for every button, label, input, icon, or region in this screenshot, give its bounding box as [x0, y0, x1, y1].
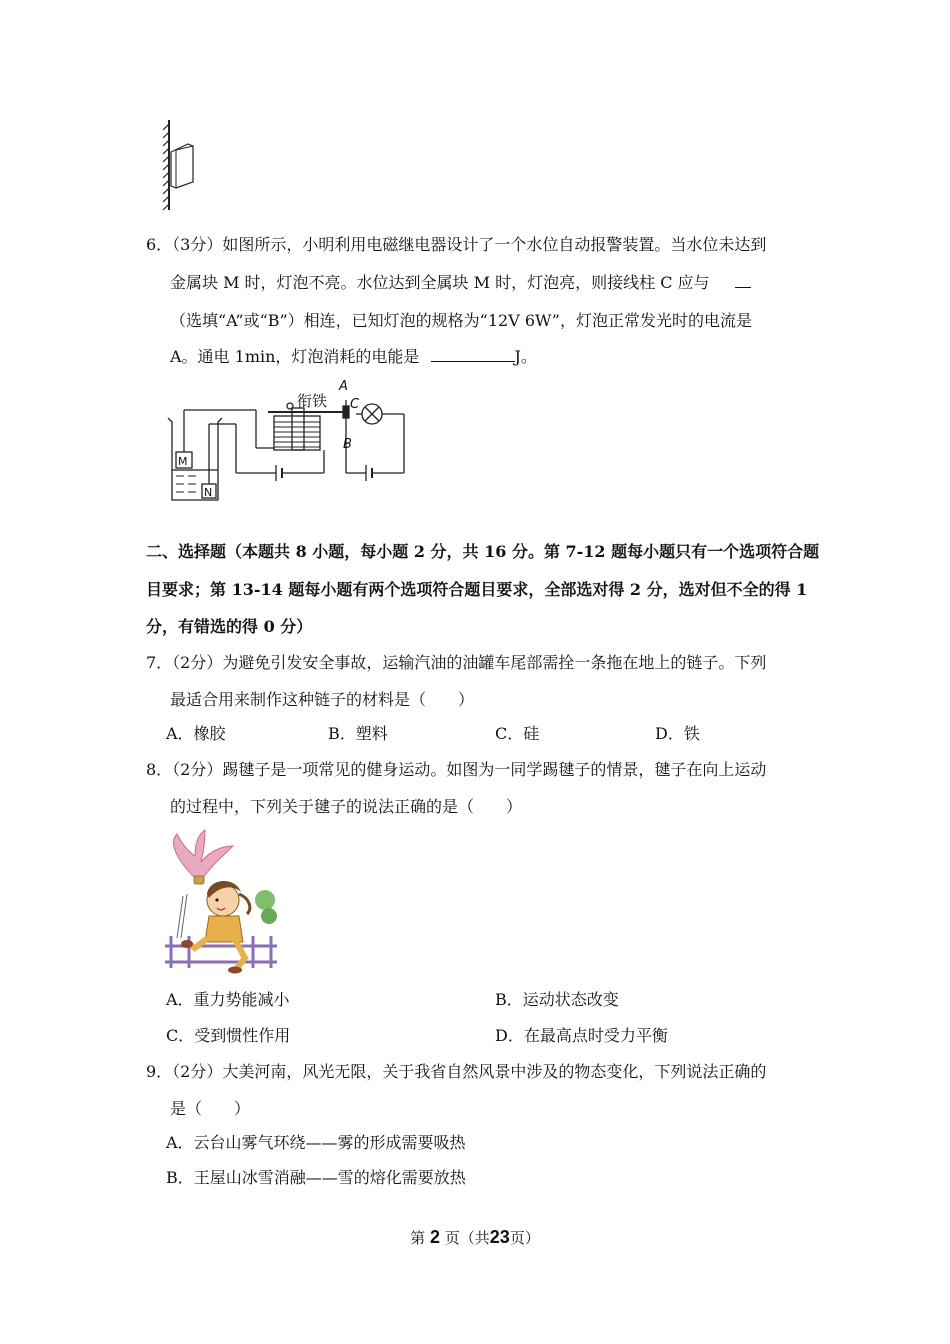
q6-line-4-text-a: A。通电 1min，灯泡消耗的电能是 — [170, 347, 420, 366]
q9-option-a[interactable]: A．云台山雾气环绕——雾的形成需要吸热 — [166, 1133, 466, 1152]
terminal-a-label: A — [339, 379, 348, 394]
section2-line-1: 二、选择题（本题共 8 小题，每小题 2 分，共 16 分。第 7-12 题每小题只有一个选项符合题 — [146, 542, 820, 561]
relay-circuit-diagram — [160, 376, 410, 506]
terminal-c-label: C — [350, 397, 360, 412]
q7-option-b[interactable]: B．塑料 — [328, 724, 388, 743]
footer-page-number: 2 — [429, 1227, 440, 1247]
terminal-b-label: B — [343, 437, 352, 452]
block-n-label: N — [204, 486, 213, 499]
q8-option-a[interactable]: A．重力势能减小 — [166, 990, 290, 1009]
q7-option-a[interactable]: A．橡胶 — [166, 724, 226, 743]
section2-line-2: 目要求；第 13-14 题每小题有两个选项符合题目要求，全部选对得 2 分，选对但不全的得 1 — [146, 580, 808, 599]
q6-line-3: （选填“A”或“B”）相连，已知灯泡的规格为“12V 6W”，灯泡正常发光时的电流是 — [170, 311, 752, 330]
q6-line-2 — [170, 273, 751, 293]
q6-answer-blank-2[interactable] — [431, 347, 515, 362]
q6-line-4 — [170, 347, 537, 367]
q7-line-2: 最适合用来制作这种链子的材料是（ ） — [170, 690, 475, 709]
footer-prefix: 第 — [410, 1229, 426, 1247]
page-footer — [0, 1227, 950, 1248]
q9-line-1: 9．（2分）大美河南，风光无限，关于我省自然风景中涉及的物态变化，下列说法正确的 — [146, 1062, 767, 1081]
footer-mid: 页（共 — [444, 1229, 490, 1247]
section2-line-3: 分，有错选的得 0 分） — [146, 617, 313, 636]
q6-line-1: 6．（3分）如图所示，小明利用电磁继电器设计了一个水位自动报警装置。当水位未达到 — [146, 235, 767, 254]
armature-label: 衔铁 — [297, 392, 328, 410]
q9-option-b[interactable]: B．王屋山冰雪消融——雪的熔化需要放热 — [166, 1168, 466, 1187]
footer-suffix: 页） — [509, 1229, 540, 1247]
q8-line-1: 8．（2分）踢毽子是一项常见的健身运动。如图为一同学踢毽子的情景，毽子在向上运动 — [146, 760, 767, 779]
footer-total-pages: 23 — [489, 1227, 510, 1247]
q6-line-2-text: 金属块 M 时，灯泡不亮。水位达到全属块 M 时，灯泡亮，则接线柱 C 应与 — [170, 273, 710, 292]
block-m-label: M — [178, 455, 188, 468]
q7-option-c[interactable]: C．硅 — [495, 724, 540, 743]
q7-line-1: 7．（2分）为避免引发安全事故，运输汽油的油罐车尾部需拴一条拖在地上的链子。下列 — [146, 653, 767, 672]
shuttlecock-kicking-illustration — [165, 828, 277, 974]
q8-option-c[interactable]: C．受到惯性作用 — [166, 1026, 291, 1045]
q6-answer-blank-1[interactable] — [735, 273, 751, 288]
q6-line-4-text-b: J。 — [514, 347, 537, 366]
q8-option-d[interactable]: D．在最高点时受力平衡 — [495, 1026, 668, 1045]
wall-block-figure — [155, 118, 205, 213]
q8-option-b[interactable]: B．运动状态改变 — [495, 990, 619, 1009]
q9-line-2: 是（ ） — [170, 1099, 251, 1118]
q8-line-2: 的过程中，下列关于毽子的说法正确的是（ ） — [170, 797, 523, 816]
q7-option-d[interactable]: D．铁 — [655, 724, 700, 743]
